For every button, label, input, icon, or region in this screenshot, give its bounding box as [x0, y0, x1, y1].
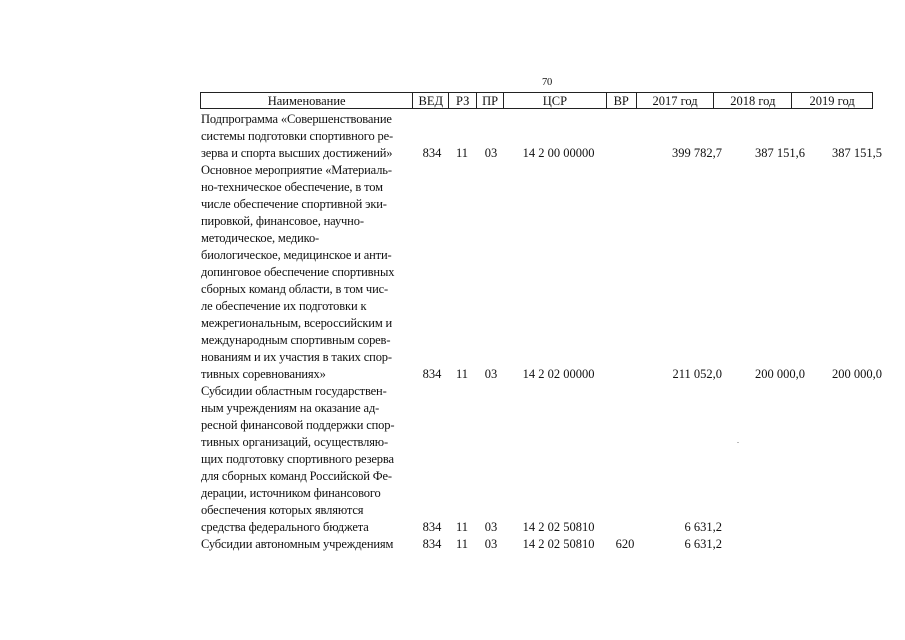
row-name: Подпрограмма «Совершенствование системы подготовки спортивного ре- зерва и спорта высших достижений»: [201, 112, 394, 160]
row-csr: 14 2 02 00000: [522, 367, 595, 381]
row-ved: 834: [422, 537, 442, 551]
row-ved: 834: [422, 146, 442, 160]
header-vr: ВР: [607, 93, 637, 108]
header-ved: ВЕД: [413, 93, 449, 108]
row-csr: 14 2 00 00000: [522, 146, 595, 160]
row-2019: 387 151,5: [832, 146, 882, 160]
header-pr: ПР: [477, 93, 504, 108]
row-2017: 399 782,7: [672, 146, 722, 160]
row-2018: 387 151,6: [755, 146, 805, 160]
table-header: [200, 92, 873, 109]
row-2019: 200 000,0: [832, 367, 882, 381]
row-rz: 11: [455, 537, 469, 551]
row-name: Основное мероприятие «Материаль- но-техническое обеспечение, в том числе обеспечение спортивной эки- пировкой, финансовое, научно- методическое, медико- биологическое, медицинское и анти- допинговое обеспечение спортивных сборных команд области, в том чис- ле обеспечение их подготовки к межрегиональным, всероссийским и международным спортивным сорев- нованиям и их участия в таких спор- тивных соревнованиях»: [201, 163, 395, 381]
row-name: Субсидии областным государствен- ным учреждениям на оказание ад- ресной финансовой поддержки спор- тивных организаций, осуществляю- щих подготовку спортивного резерва для сборных команд Российской Фе- дерации, источником финансового обеспечения которых являются средства федерального бюджета: [201, 384, 395, 534]
row-2018: 200 000,0: [755, 367, 805, 381]
row-rz: 11: [455, 367, 469, 381]
header-2019: 2019 год: [809, 94, 855, 108]
header-2018: 2018 год: [714, 93, 792, 108]
row-name: Субсидии автономным учреждениям: [201, 537, 394, 551]
row-2017: 211 052,0: [672, 367, 722, 381]
header-name: Наименование: [201, 93, 413, 108]
row-rz: 11: [455, 146, 469, 160]
row-rz: 11: [455, 520, 469, 534]
row-ved: 834: [422, 520, 442, 534]
row-vr: 620: [615, 537, 635, 551]
row-pr: 03: [484, 537, 498, 551]
row-pr: 03: [484, 146, 498, 160]
row-csr: 14 2 02 50810: [522, 537, 595, 551]
header-rz: РЗ: [449, 93, 477, 108]
row-2017: 6 631,2: [684, 537, 722, 551]
row-2017: 6 631,2: [684, 520, 722, 534]
scan-speck: [737, 442, 739, 443]
row-ved: 834: [422, 367, 442, 381]
header-csr: ЦСР: [504, 93, 607, 108]
header-2017: 2017 год: [637, 93, 715, 108]
row-pr: 03: [484, 367, 498, 381]
row-pr: 03: [484, 520, 498, 534]
page-number: 70: [541, 77, 553, 88]
row-csr: 14 2 02 50810: [522, 520, 595, 534]
